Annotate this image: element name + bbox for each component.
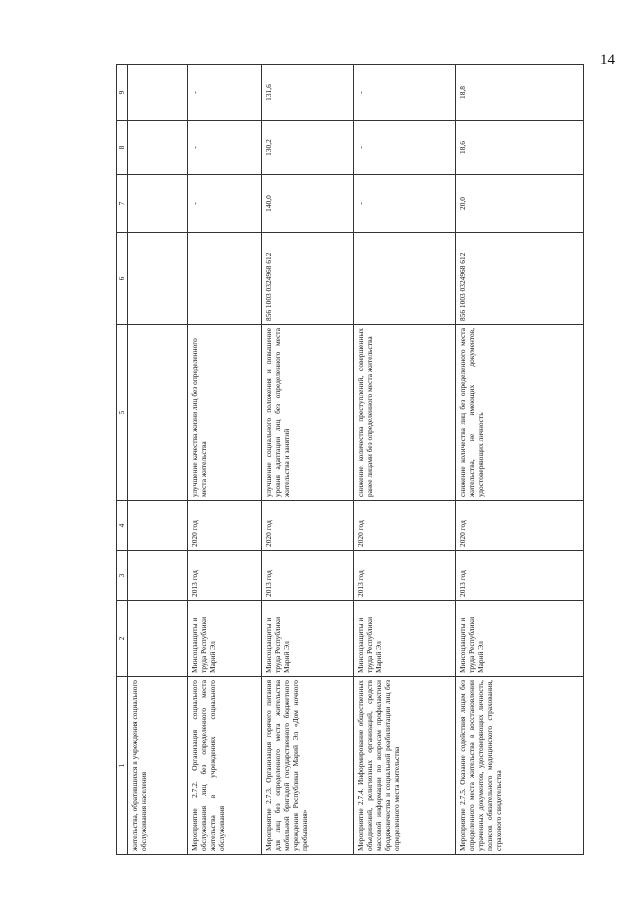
value-cell: 140,0 xyxy=(262,175,354,233)
executor-cell: Минсоцзащиты и труда Республики Марий Эл xyxy=(188,601,262,677)
column-header: 2 xyxy=(117,601,128,677)
start-year-cell: 2013 год xyxy=(456,551,584,601)
end-year-cell xyxy=(128,501,188,551)
value-cell xyxy=(128,65,188,121)
executor-cell: Минсоцзащиты и труда Республики Марий Эл xyxy=(456,601,584,677)
rotated-table-sheet xyxy=(116,65,616,855)
value-cell: - xyxy=(188,121,262,175)
measure-name-cell: Мероприятие 2.7.5. Оказание содействия лицам без определенного места жительства в восстановлении утраченных документов, удостоверяющих личность, полисов обязательного медицинского страхования, страхового свидетельства xyxy=(456,677,584,855)
budget-code-cell xyxy=(188,233,262,325)
table-row xyxy=(354,65,456,855)
start-year-cell: 2013 год xyxy=(354,551,456,601)
result-cell: снижение количества лиц без определенного места жительства, не имеющих документов, удостоверяющих личность xyxy=(456,325,584,501)
value-cell: - xyxy=(188,65,262,121)
table-row xyxy=(128,65,188,855)
measure-name-cell: Мероприятие 2.7.3. Организация горячего питания для лиц без определенного места жительства мобильной бригадой государственного бюджетного учреждения Республики Марий Эл «Дом ночного пребывания» xyxy=(262,677,354,855)
end-year-cell: 2020 год xyxy=(262,501,354,551)
column-header: 8 xyxy=(117,121,128,175)
value-cell: - xyxy=(354,175,456,233)
value-cell: 130,2 xyxy=(262,121,354,175)
budget-code-cell xyxy=(128,233,188,325)
value-cell: - xyxy=(354,121,456,175)
result-cell xyxy=(128,325,188,501)
value-cell: 18,6 xyxy=(456,121,584,175)
column-header: 4 xyxy=(117,501,128,551)
budget-code-cell: 856 1003 0324968 612 xyxy=(262,233,354,325)
table-row xyxy=(188,65,262,855)
end-year-cell: 2020 год xyxy=(456,501,584,551)
column-header: 7 xyxy=(117,175,128,233)
budget-code-cell: 856 1003 0324968 612 xyxy=(456,233,584,325)
start-year-cell: 2013 год xyxy=(262,551,354,601)
executor-cell: Минсоцзащиты и труда Республики Марий Эл xyxy=(354,601,456,677)
column-header: 3 xyxy=(117,551,128,601)
result-cell: улучшение качества жизни лиц без определенного места жительства xyxy=(188,325,262,501)
value-cell xyxy=(128,175,188,233)
column-header: 9 xyxy=(117,65,128,121)
column-number-row xyxy=(117,65,128,855)
result-cell: снижение количества преступлений, совершенных ранее лицами без определенного места жительства xyxy=(354,325,456,501)
table-row xyxy=(262,65,354,855)
measure-name-cell: Мероприятие 2.7.4. Информирование общественных объединений, религиозных организаций, средств массовой информации по вопросам профилактики бродяжничества и социальной реабилитации лиц без определенного места жительства xyxy=(354,677,456,855)
budget-code-cell xyxy=(354,233,456,325)
executor-cell xyxy=(128,601,188,677)
measure-name-cell: жительства, обратившихся в учреждения социального обслуживания населения xyxy=(128,677,188,855)
value-cell: - xyxy=(354,65,456,121)
value-cell xyxy=(128,121,188,175)
value-cell: 18,8 xyxy=(456,65,584,121)
column-header: 1 xyxy=(117,677,128,855)
column-header: 5 xyxy=(117,325,128,501)
column-header: 6 xyxy=(117,233,128,325)
program-measures-table xyxy=(116,64,584,855)
page-number: 14 xyxy=(600,52,615,68)
value-cell: - xyxy=(188,175,262,233)
executor-cell: Минсоцзащиты и труда Республики Марий Эл xyxy=(262,601,354,677)
value-cell: 131,6 xyxy=(262,65,354,121)
value-cell: 20,0 xyxy=(456,175,584,233)
end-year-cell: 2020 год xyxy=(188,501,262,551)
table-row xyxy=(456,65,584,855)
measure-name-cell: Мероприятие 2.7.2. Организация социального обслуживания лиц без определенного места жительства в учреждениях социального обслуживания xyxy=(188,677,262,855)
start-year-cell: 2013 год xyxy=(188,551,262,601)
end-year-cell: 2020 год xyxy=(354,501,456,551)
start-year-cell xyxy=(128,551,188,601)
result-cell: улучшение социального положения и повышение уровня адаптации лиц без определенного места жительства и занятий xyxy=(262,325,354,501)
